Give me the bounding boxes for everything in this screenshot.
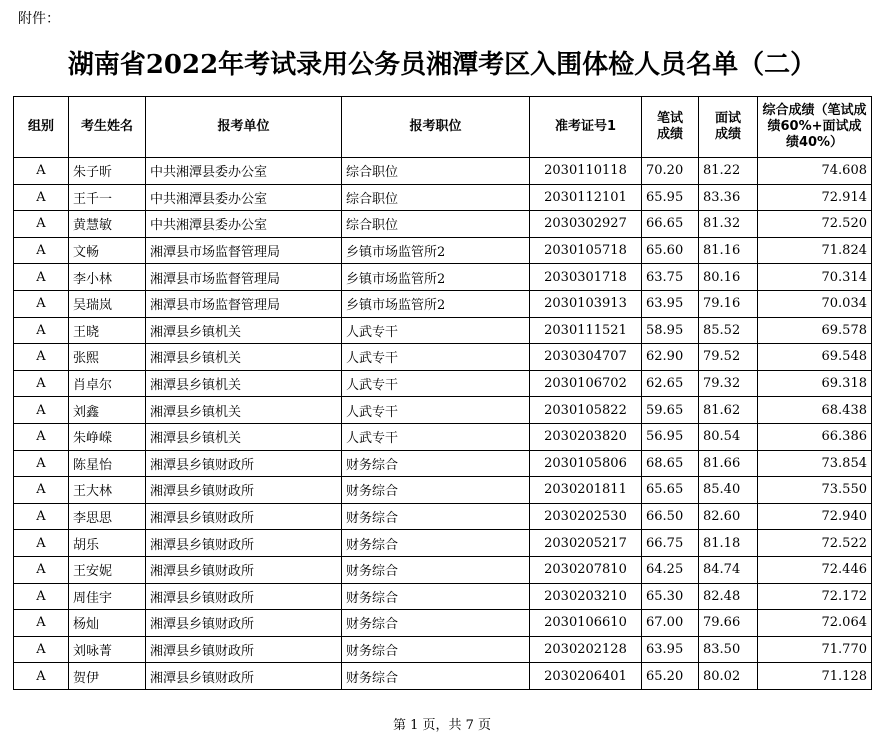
header-unit: 报考单位 — [146, 97, 342, 158]
unit-cell: 湘潭县乡镇财政所 — [146, 636, 342, 663]
position-cell: 人武专干 — [342, 344, 530, 371]
unit-cell: 湘潭县乡镇机关 — [146, 423, 342, 450]
interview-score-cell: 81.32 — [699, 211, 758, 238]
interview-score-cell: 83.36 — [699, 184, 758, 211]
header-interview-score: 面试成绩 — [699, 97, 758, 158]
group-cell: A — [14, 370, 69, 397]
position-cell: 人武专干 — [342, 423, 530, 450]
group-cell: A — [14, 158, 69, 185]
table-row — [14, 423, 872, 450]
interview-score-cell: 79.16 — [699, 290, 758, 317]
exam-id-cell: 2030205217 — [530, 530, 642, 557]
header-name: 考生姓名 — [69, 97, 146, 158]
interview-score-cell: 79.32 — [699, 370, 758, 397]
written-score-cell: 65.65 — [642, 477, 699, 504]
name-cell: 刘咏菁 — [69, 636, 146, 663]
group-cell: A — [14, 397, 69, 424]
exam-id-cell: 2030110118 — [530, 158, 642, 185]
total-score-cell: 71.770 — [758, 636, 872, 663]
interview-score-cell: 83.50 — [699, 636, 758, 663]
total-score-cell: 73.550 — [758, 477, 872, 504]
unit-cell: 湘潭县乡镇财政所 — [146, 477, 342, 504]
table-body — [14, 158, 872, 690]
exam-id-cell: 2030203210 — [530, 583, 642, 610]
table-row — [14, 184, 872, 211]
table-row — [14, 610, 872, 637]
total-score-cell: 72.446 — [758, 556, 872, 583]
unit-cell: 中共湘潭县委办公室 — [146, 158, 342, 185]
table-row — [14, 397, 872, 424]
unit-cell: 中共湘潭县委办公室 — [146, 211, 342, 238]
interview-score-cell: 82.60 — [699, 503, 758, 530]
written-score-cell: 64.25 — [642, 556, 699, 583]
written-score-cell: 56.95 — [642, 423, 699, 450]
name-cell: 李思思 — [69, 503, 146, 530]
header-total-score: 综合成绩（笔试成绩60%+面试成绩40%） — [758, 97, 872, 158]
interview-score-cell: 81.22 — [699, 158, 758, 185]
exam-id-cell: 2030106702 — [530, 370, 642, 397]
group-cell: A — [14, 211, 69, 238]
unit-cell: 湘潭县乡镇财政所 — [146, 663, 342, 690]
total-score-cell: 72.522 — [758, 530, 872, 557]
unit-cell: 湘潭县乡镇财政所 — [146, 610, 342, 637]
total-score-cell: 72.520 — [758, 211, 872, 238]
position-cell: 财务综合 — [342, 610, 530, 637]
total-score-cell: 71.128 — [758, 663, 872, 690]
group-cell: A — [14, 290, 69, 317]
interview-score-cell: 79.66 — [699, 610, 758, 637]
written-score-cell: 62.90 — [642, 344, 699, 371]
table-row — [14, 556, 872, 583]
interview-score-cell: 81.66 — [699, 450, 758, 477]
position-cell: 乡镇市场监管所2 — [342, 237, 530, 264]
unit-cell: 湘潭县乡镇机关 — [146, 317, 342, 344]
unit-cell: 湘潭县乡镇财政所 — [146, 530, 342, 557]
interview-score-cell: 82.48 — [699, 583, 758, 610]
position-cell: 人武专干 — [342, 317, 530, 344]
group-cell: A — [14, 184, 69, 211]
unit-cell: 中共湘潭县委办公室 — [146, 184, 342, 211]
total-score-cell: 71.824 — [758, 237, 872, 264]
written-score-cell: 65.60 — [642, 237, 699, 264]
header-exam-id: 准考证号1 — [530, 97, 642, 158]
exam-id-cell: 2030207810 — [530, 556, 642, 583]
position-cell: 综合职位 — [342, 211, 530, 238]
group-cell: A — [14, 610, 69, 637]
exam-id-cell: 2030105822 — [530, 397, 642, 424]
table-row — [14, 158, 872, 185]
exam-id-cell: 2030304707 — [530, 344, 642, 371]
interview-score-cell: 80.16 — [699, 264, 758, 291]
group-cell: A — [14, 423, 69, 450]
written-score-cell: 63.95 — [642, 290, 699, 317]
group-cell: A — [14, 636, 69, 663]
total-score-cell: 74.608 — [758, 158, 872, 185]
name-cell: 李小林 — [69, 264, 146, 291]
exam-id-cell: 2030105718 — [530, 237, 642, 264]
name-cell: 刘鑫 — [69, 397, 146, 424]
exam-id-cell: 2030203820 — [530, 423, 642, 450]
position-cell: 财务综合 — [342, 477, 530, 504]
exam-id-cell: 2030105806 — [530, 450, 642, 477]
table-header-row — [14, 97, 872, 158]
unit-cell: 湘潭县乡镇财政所 — [146, 583, 342, 610]
group-cell: A — [14, 317, 69, 344]
total-score-cell: 69.548 — [758, 344, 872, 371]
written-score-cell: 66.75 — [642, 530, 699, 557]
exam-id-cell: 2030111521 — [530, 317, 642, 344]
group-cell: A — [14, 237, 69, 264]
name-cell: 周佳宇 — [69, 583, 146, 610]
written-score-cell: 70.20 — [642, 158, 699, 185]
position-cell: 财务综合 — [342, 556, 530, 583]
written-score-cell: 58.95 — [642, 317, 699, 344]
table-row — [14, 503, 872, 530]
candidate-table — [13, 96, 872, 690]
unit-cell: 湘潭县乡镇机关 — [146, 370, 342, 397]
attachment-label: 附件： — [18, 11, 60, 27]
table-row — [14, 530, 872, 557]
exam-id-cell: 2030202530 — [530, 503, 642, 530]
table-row — [14, 211, 872, 238]
position-cell: 人武专干 — [342, 370, 530, 397]
unit-cell: 湘潭县市场监督管理局 — [146, 264, 342, 291]
table-row — [14, 583, 872, 610]
name-cell: 文畅 — [69, 237, 146, 264]
group-cell: A — [14, 344, 69, 371]
group-cell: A — [14, 264, 69, 291]
unit-cell: 湘潭县乡镇财政所 — [146, 556, 342, 583]
name-cell: 朱峥嵘 — [69, 423, 146, 450]
name-cell: 张熙 — [69, 344, 146, 371]
name-cell: 朱子昕 — [69, 158, 146, 185]
total-score-cell: 72.940 — [758, 503, 872, 530]
total-score-cell: 70.034 — [758, 290, 872, 317]
exam-id-cell: 2030202128 — [530, 636, 642, 663]
interview-score-cell: 85.40 — [699, 477, 758, 504]
position-cell: 综合职位 — [342, 158, 530, 185]
position-cell: 人武专干 — [342, 397, 530, 424]
exam-id-cell: 2030206401 — [530, 663, 642, 690]
position-cell: 财务综合 — [342, 663, 530, 690]
position-cell: 乡镇市场监管所2 — [342, 264, 530, 291]
exam-id-cell: 2030302927 — [530, 211, 642, 238]
interview-score-cell: 80.54 — [699, 423, 758, 450]
unit-cell: 湘潭县市场监督管理局 — [146, 290, 342, 317]
group-cell: A — [14, 663, 69, 690]
group-cell: A — [14, 530, 69, 557]
position-cell: 财务综合 — [342, 450, 530, 477]
group-cell: A — [14, 477, 69, 504]
written-score-cell: 68.65 — [642, 450, 699, 477]
written-score-cell: 65.30 — [642, 583, 699, 610]
total-score-cell: 68.438 — [758, 397, 872, 424]
name-cell: 杨灿 — [69, 610, 146, 637]
name-cell: 黄慧敏 — [69, 211, 146, 238]
unit-cell: 湘潭县乡镇财政所 — [146, 450, 342, 477]
header-group: 组别 — [14, 97, 69, 158]
exam-id-cell: 2030106610 — [530, 610, 642, 637]
exam-id-cell: 2030301718 — [530, 264, 642, 291]
table-row — [14, 290, 872, 317]
page-title: 湖南省2022年考试录用公务员湘潭考区入围体检人员名单（二） — [67, 50, 817, 80]
table-row — [14, 636, 872, 663]
table-row — [14, 264, 872, 291]
name-cell: 陈星怡 — [69, 450, 146, 477]
table-row — [14, 370, 872, 397]
table-row — [14, 477, 872, 504]
interview-score-cell: 79.52 — [699, 344, 758, 371]
interview-score-cell: 80.02 — [699, 663, 758, 690]
interview-score-cell: 85.52 — [699, 317, 758, 344]
interview-score-cell: 84.74 — [699, 556, 758, 583]
total-score-cell: 72.064 — [758, 610, 872, 637]
total-score-cell: 70.314 — [758, 264, 872, 291]
total-score-cell: 72.172 — [758, 583, 872, 610]
name-cell: 王晓 — [69, 317, 146, 344]
exam-id-cell: 2030112101 — [530, 184, 642, 211]
name-cell: 王千一 — [69, 184, 146, 211]
name-cell: 肖卓尔 — [69, 370, 146, 397]
position-cell: 财务综合 — [342, 583, 530, 610]
written-score-cell: 62.65 — [642, 370, 699, 397]
written-score-cell: 63.95 — [642, 636, 699, 663]
written-score-cell: 59.65 — [642, 397, 699, 424]
header-position: 报考职位 — [342, 97, 530, 158]
table-row — [14, 237, 872, 264]
total-score-cell: 66.386 — [758, 423, 872, 450]
position-cell: 财务综合 — [342, 636, 530, 663]
written-score-cell: 66.50 — [642, 503, 699, 530]
written-score-cell: 66.65 — [642, 211, 699, 238]
exam-id-cell: 2030103913 — [530, 290, 642, 317]
total-score-cell: 69.318 — [758, 370, 872, 397]
name-cell: 吴瑞岚 — [69, 290, 146, 317]
name-cell: 胡乐 — [69, 530, 146, 557]
interview-score-cell: 81.62 — [699, 397, 758, 424]
table-row — [14, 317, 872, 344]
name-cell: 王安妮 — [69, 556, 146, 583]
group-cell: A — [14, 503, 69, 530]
interview-score-cell: 81.18 — [699, 530, 758, 557]
unit-cell: 湘潭县乡镇机关 — [146, 344, 342, 371]
total-score-cell: 73.854 — [758, 450, 872, 477]
name-cell: 贺伊 — [69, 663, 146, 690]
written-score-cell: 65.20 — [642, 663, 699, 690]
position-cell: 财务综合 — [342, 530, 530, 557]
position-cell: 财务综合 — [342, 503, 530, 530]
position-cell: 综合职位 — [342, 184, 530, 211]
unit-cell: 湘潭县乡镇财政所 — [146, 503, 342, 530]
position-cell: 乡镇市场监管所2 — [342, 290, 530, 317]
total-score-cell: 69.578 — [758, 317, 872, 344]
table-row — [14, 344, 872, 371]
written-score-cell: 67.00 — [642, 610, 699, 637]
group-cell: A — [14, 583, 69, 610]
name-cell: 王大林 — [69, 477, 146, 504]
group-cell: A — [14, 450, 69, 477]
unit-cell: 湘潭县乡镇机关 — [146, 397, 342, 424]
total-score-cell: 72.914 — [758, 184, 872, 211]
table-row — [14, 663, 872, 690]
group-cell: A — [14, 556, 69, 583]
table-row — [14, 450, 872, 477]
written-score-cell: 65.95 — [642, 184, 699, 211]
header-written-score: 笔试成绩 — [642, 97, 699, 158]
written-score-cell: 63.75 — [642, 264, 699, 291]
interview-score-cell: 81.16 — [699, 237, 758, 264]
exam-id-cell: 2030201811 — [530, 477, 642, 504]
unit-cell: 湘潭县市场监督管理局 — [146, 237, 342, 264]
page-footer: 第 1 页，共 7 页 — [392, 718, 492, 733]
